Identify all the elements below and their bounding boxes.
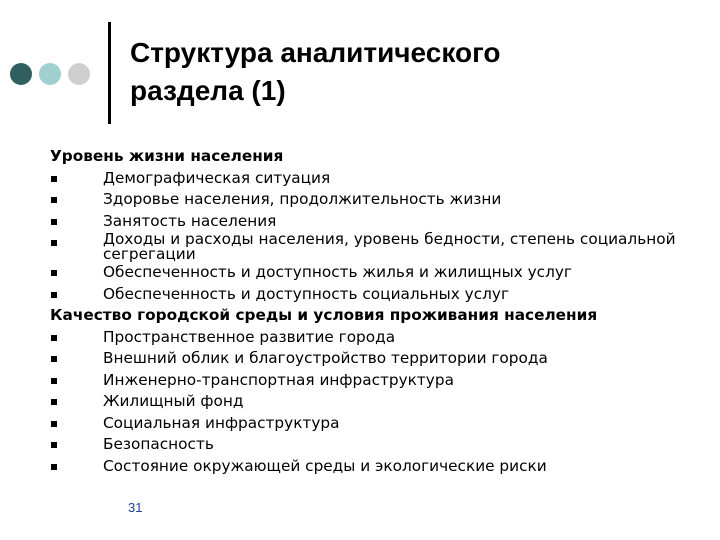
list-item [50, 434, 710, 456]
list-item-text: Жилищный фонд [103, 392, 244, 410]
square-bullet-icon [51, 240, 57, 246]
list-item-text: Социальная инфраструктура [103, 413, 340, 432]
living-standards-list [50, 168, 710, 306]
square-bullet-icon [51, 399, 57, 405]
list-item [50, 327, 710, 349]
list-item [50, 348, 710, 370]
slide-title [130, 34, 690, 110]
square-bullet-icon [51, 421, 57, 427]
slide-title-line-2: раздела (1) [130, 75, 286, 106]
urban-environment-list [50, 327, 710, 478]
list-item [50, 262, 710, 284]
dot-dark-icon [10, 63, 32, 85]
title-divider-line [108, 22, 111, 124]
page-number: 31 [128, 500, 143, 515]
list-item [50, 391, 710, 413]
square-bullet-icon [51, 270, 57, 276]
dot-grey-icon [68, 63, 90, 85]
square-bullet-icon [51, 442, 57, 448]
list-item [50, 189, 710, 211]
list-item-text: Демографическая ситуация [103, 168, 331, 187]
list-item [50, 413, 710, 435]
list-item [50, 284, 710, 306]
list-item-text: Безопасность [103, 435, 214, 453]
list-item [50, 211, 710, 233]
square-bullet-icon [51, 219, 57, 225]
square-bullet-icon [51, 292, 57, 298]
list-item-text: Внешний облик и благоустройство территории города [103, 349, 548, 367]
list-item-text: Инженерно-транспортная инфраструктура [103, 370, 454, 389]
list-item [50, 232, 710, 262]
square-bullet-icon [51, 197, 57, 203]
section-heading-living-standards: Уровень жизни населения [50, 147, 284, 165]
decorative-dots [10, 63, 100, 87]
section-heading-urban-environment: Качество городской среды и условия проживания населения [50, 306, 598, 324]
list-item-text: Обеспеченность и доступность социальных услуг [103, 284, 510, 303]
list-item-text: Состояние окружающей среды и экологические риски [103, 456, 547, 475]
dot-light-teal-icon [39, 63, 61, 85]
slide-title-line-1: Структура аналитического [130, 37, 501, 68]
list-item [50, 168, 710, 190]
list-item-text: Обеспеченность и доступность жилья и жилищных услуг [103, 263, 572, 281]
list-item-text: Доходы и расходы населения, уровень бедности, степень социальной сегрегации [103, 230, 676, 263]
square-bullet-icon [51, 335, 57, 341]
square-bullet-icon [51, 356, 57, 362]
list-item [50, 456, 710, 478]
square-bullet-icon [51, 464, 57, 470]
list-item-text: Занятость населения [103, 211, 277, 230]
square-bullet-icon [51, 176, 57, 182]
list-item-text: Пространственное развитие города [103, 327, 396, 346]
square-bullet-icon [51, 378, 57, 384]
slide-content [50, 146, 710, 477]
list-item [50, 370, 710, 392]
list-item-text: Здоровье населения, продолжительность жизни [103, 190, 502, 208]
